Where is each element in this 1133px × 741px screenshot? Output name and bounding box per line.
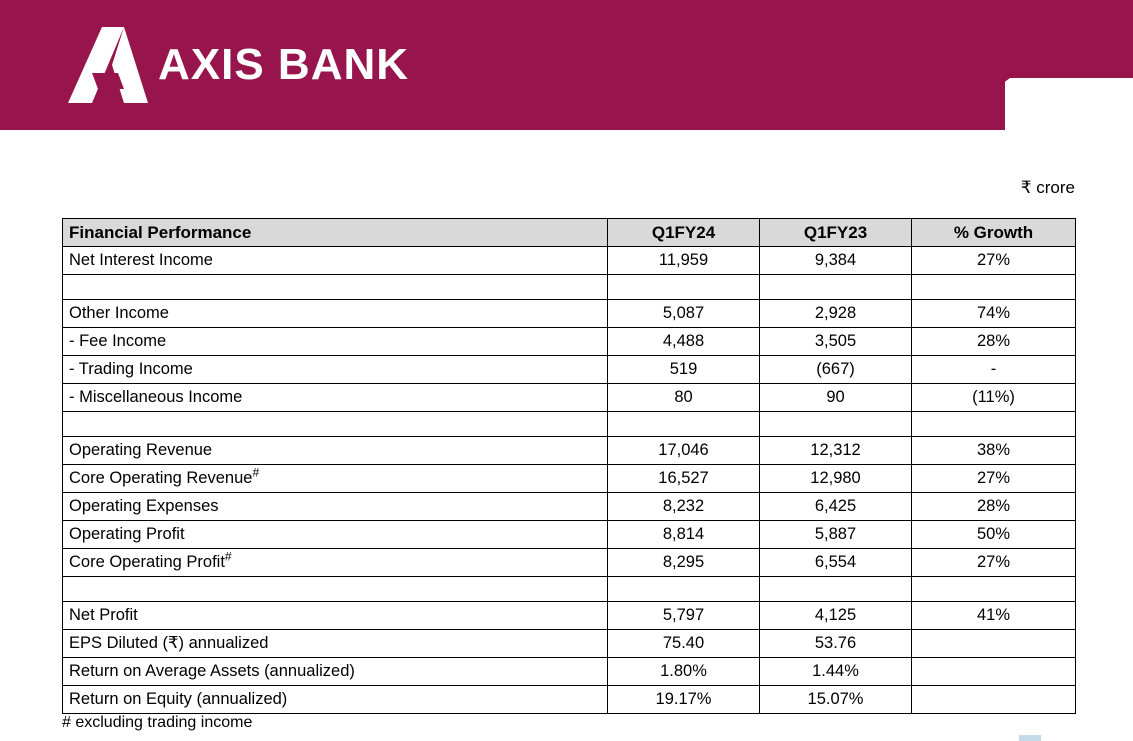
row-label: - Fee Income <box>63 328 608 356</box>
spacer-cell <box>63 577 608 602</box>
table-row <box>63 247 1076 275</box>
table-row <box>63 658 1076 686</box>
table-row <box>63 521 1076 549</box>
row-value-q1fy23: 90 <box>760 384 912 412</box>
page-header <box>0 0 1133 130</box>
row-label: Other Income <box>63 300 608 328</box>
column-header-q1fy23: Q1FY23 <box>760 219 912 247</box>
decorative-corner-mark <box>1019 735 1041 741</box>
row-value-growth: 28% <box>912 493 1076 521</box>
row-value-growth: 28% <box>912 328 1076 356</box>
row-value-q1fy24: 4,488 <box>608 328 760 356</box>
row-value-q1fy23: 6,425 <box>760 493 912 521</box>
row-label: - Trading Income <box>63 356 608 384</box>
row-value-q1fy23: 12,312 <box>760 437 912 465</box>
row-value-q1fy23: 9,384 <box>760 247 912 275</box>
row-value-q1fy24: 17,046 <box>608 437 760 465</box>
spacer-cell <box>608 577 760 602</box>
spacer-cell <box>63 275 608 300</box>
spacer-cell <box>608 275 760 300</box>
row-label: Net Profit <box>63 602 608 630</box>
row-label: Return on Equity (annualized) <box>63 686 608 714</box>
row-value-q1fy24: 8,232 <box>608 493 760 521</box>
spacer-cell <box>760 412 912 437</box>
row-value-q1fy23: 15.07% <box>760 686 912 714</box>
row-value-q1fy23: 3,505 <box>760 328 912 356</box>
row-value-q1fy23: 4,125 <box>760 602 912 630</box>
table-row <box>63 465 1076 493</box>
column-header-metric: Financial Performance <box>63 219 608 247</box>
row-label: Net Interest Income <box>63 247 608 275</box>
row-label: Operating Expenses <box>63 493 608 521</box>
table-row <box>63 630 1076 658</box>
row-value-q1fy24: 16,527 <box>608 465 760 493</box>
row-value-growth: 27% <box>912 465 1076 493</box>
axis-bank-a-logo-icon <box>62 25 150 105</box>
table-header-row <box>63 219 1076 247</box>
row-value-growth: 50% <box>912 521 1076 549</box>
row-value-growth: 27% <box>912 247 1076 275</box>
row-label: Operating Profit <box>63 521 608 549</box>
spacer-cell <box>912 275 1076 300</box>
row-value-q1fy23: 6,554 <box>760 549 912 577</box>
spacer-cell <box>760 275 912 300</box>
row-label: Operating Revenue <box>63 437 608 465</box>
footnote-marker: # <box>224 549 232 564</box>
row-label: - Miscellaneous Income <box>63 384 608 412</box>
table-row <box>63 493 1076 521</box>
row-label: Core Operating Revenue# <box>63 465 608 493</box>
row-value-q1fy24: 5,797 <box>608 602 760 630</box>
row-label: EPS Diluted (₹) annualized <box>63 630 608 658</box>
table-row <box>63 300 1076 328</box>
row-value-growth: 27% <box>912 549 1076 577</box>
table-row <box>63 328 1076 356</box>
table-row <box>63 437 1076 465</box>
spacer-cell <box>63 412 608 437</box>
spacer-cell <box>912 577 1076 602</box>
spacer-cell <box>760 577 912 602</box>
row-value-growth: 41% <box>912 602 1076 630</box>
row-value-growth: (11%) <box>912 384 1076 412</box>
spacer-cell <box>912 412 1076 437</box>
financial-performance-table <box>62 218 1076 714</box>
brand-name: AXIS BANK <box>158 40 410 89</box>
table-row <box>63 549 1076 577</box>
row-value-growth: 38% <box>912 437 1076 465</box>
row-value-q1fy24: 519 <box>608 356 760 384</box>
row-value-q1fy23: 12,980 <box>760 465 912 493</box>
column-header-q1fy24: Q1FY24 <box>608 219 760 247</box>
row-value-q1fy24: 5,087 <box>608 300 760 328</box>
row-value-growth <box>912 630 1076 658</box>
row-label: Return on Average Assets (annualized) <box>63 658 608 686</box>
table-spacer-row <box>63 412 1076 437</box>
table-row <box>63 686 1076 714</box>
table-footnote: # excluding trading income <box>62 714 253 731</box>
table-spacer-row <box>63 275 1076 300</box>
row-value-growth <box>912 658 1076 686</box>
financial-performance-table-wrapper <box>62 218 1075 714</box>
spacer-cell <box>608 412 760 437</box>
row-value-q1fy23: 53.76 <box>760 630 912 658</box>
row-value-q1fy24: 8,814 <box>608 521 760 549</box>
row-value-q1fy24: 19.17% <box>608 686 760 714</box>
footnote-marker: # <box>252 465 260 480</box>
row-value-growth <box>912 686 1076 714</box>
row-value-q1fy23: (667) <box>760 356 912 384</box>
row-value-q1fy24: 11,959 <box>608 247 760 275</box>
row-value-growth: - <box>912 356 1076 384</box>
row-value-q1fy24: 1.80% <box>608 658 760 686</box>
row-value-q1fy24: 80 <box>608 384 760 412</box>
row-value-growth: 74% <box>912 300 1076 328</box>
row-label: Core Operating Profit# <box>63 549 608 577</box>
row-value-q1fy24: 8,295 <box>608 549 760 577</box>
currency-unit-label: ₹ crore <box>1020 178 1075 197</box>
row-value-q1fy23: 2,928 <box>760 300 912 328</box>
row-value-q1fy23: 5,887 <box>760 521 912 549</box>
table-row <box>63 356 1076 384</box>
header-band-right <box>940 0 1133 78</box>
table-spacer-row <box>63 577 1076 602</box>
table-row <box>63 384 1076 412</box>
column-header-growth: % Growth <box>912 219 1076 247</box>
row-value-q1fy24: 75.40 <box>608 630 760 658</box>
table-row <box>63 602 1076 630</box>
brand-logo <box>62 24 409 106</box>
row-value-q1fy23: 1.44% <box>760 658 912 686</box>
table-body <box>63 247 1076 714</box>
